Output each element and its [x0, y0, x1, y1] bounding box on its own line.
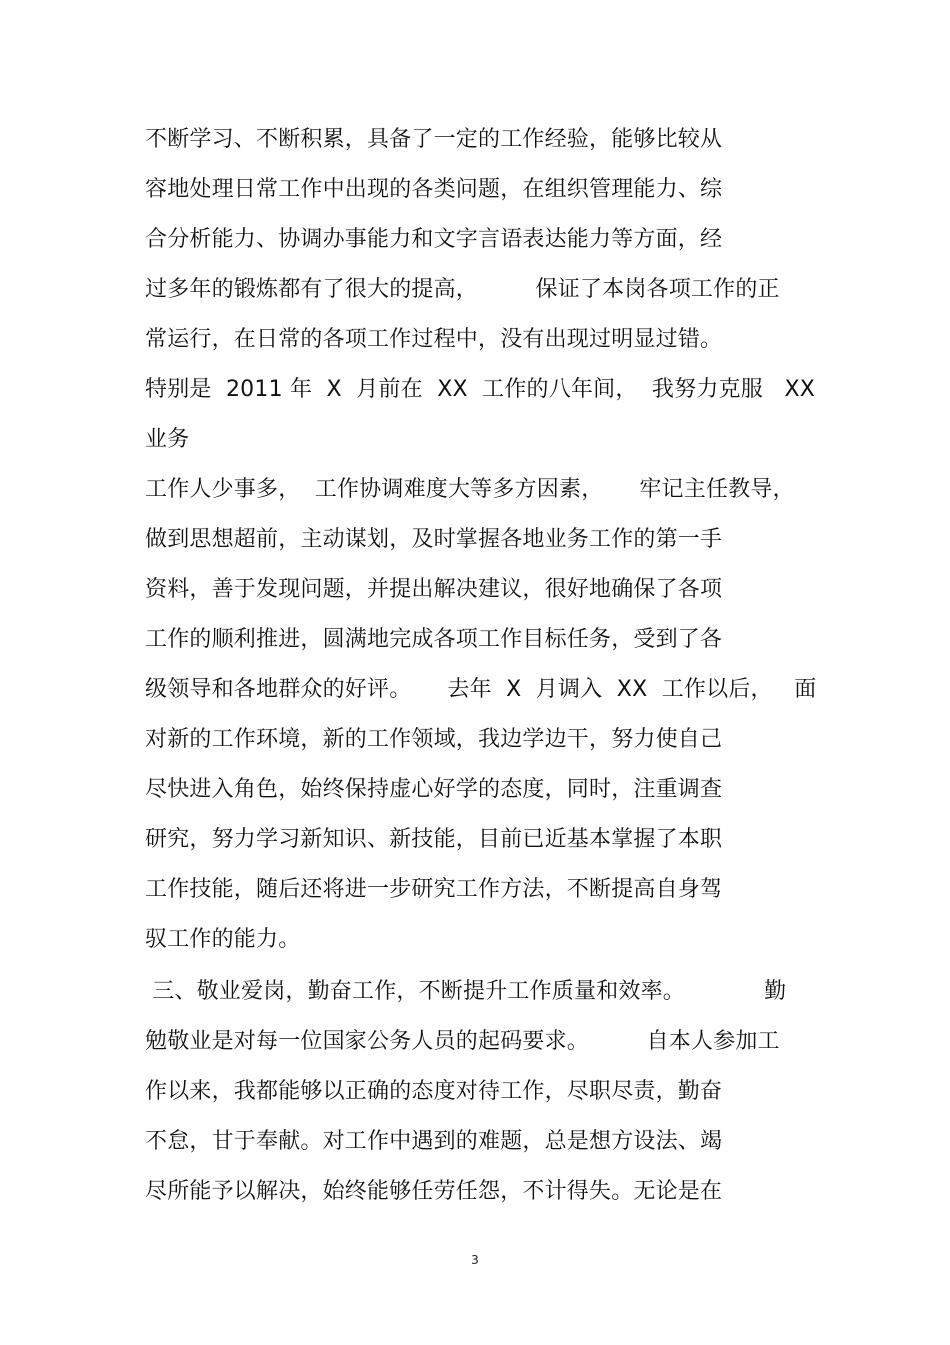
text-line: 合分析能力、协调办事能力和文字言语表达能力等方面，经: [145, 227, 723, 252]
page-number: 3: [471, 1253, 479, 1267]
text-line: 特别是 2011 年 X 月前在 XX 工作的八年间， 我努力克服 XX: [145, 377, 816, 402]
text-line: 工作技能，随后还将进一步研究工作方法，不断提高自身驾: [145, 877, 723, 902]
text-line: 工作人少事多， 工作协调难度大等多方因素， 牢记主任教导，: [145, 477, 795, 502]
text-line: 不断学习、不断积累，具备了一定的工作经验，能够比较从: [145, 127, 723, 152]
text-line: 做到思想超前，主动谋划，及时掌握各地业务工作的第一手: [145, 527, 723, 552]
section-heading-line: 三、敬业爱岗，勤奋工作，不断提升工作质量和效率。 勤: [145, 979, 787, 1004]
text-line: 资料，善于发现问题，并提出解决建议，很好地确保了各项: [145, 577, 723, 602]
text-line: 勉敬业是对每一位国家公务人员的起码要求。 自本人参加工: [145, 1029, 780, 1054]
text-line: 过多年的锻炼都有了很大的提高， 保证了本岗各项工作的正: [145, 277, 780, 302]
text-line: 作以来，我都能够以正确的态度对待工作，尽职尽责，勤奋: [145, 1079, 723, 1104]
text-line: 级领导和各地群众的好评。 去年 X 月调入 XX 工作以后， 面: [145, 677, 817, 702]
text-line: 工作的顺利推进，圆满地完成各项工作目标任务，受到了各: [145, 627, 723, 652]
text-line: 对新的工作环境，新的工作领域，我边学边干，努力使自己: [145, 727, 723, 752]
text-line: 尽所能予以解决，始终能够任劳任怨，不计得失。无论是在: [145, 1179, 723, 1204]
text-line: 尽快进入角色，始终保持虚心好学的态度，同时，注重调查: [145, 777, 723, 802]
text-line: 常运行，在日常的各项工作过程中，没有出现过明显过错。: [145, 327, 723, 352]
text-line: 驭工作的能力。: [145, 927, 301, 952]
text-line: 不怠，甘于奉献。对工作中遇到的难题，总是想方设法、竭: [145, 1129, 723, 1154]
text-line: 容地处理日常工作中出现的各类问题，在组织管理能力、综: [145, 177, 723, 202]
text-line: 研究，努力学习新知识、新技能，目前已近基本掌握了本职: [145, 827, 723, 852]
text-line: 业务: [145, 427, 190, 452]
